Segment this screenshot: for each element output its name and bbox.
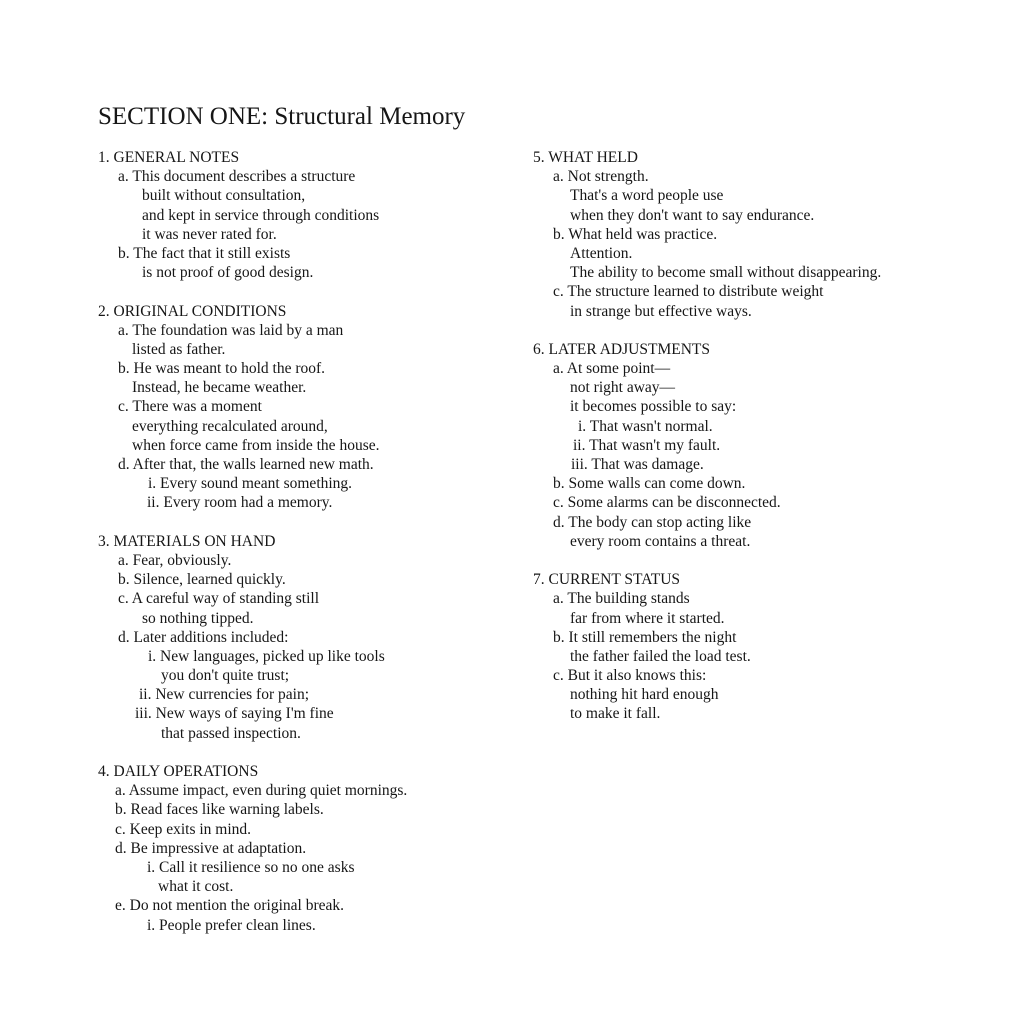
list-item: i. Every sound meant something.	[148, 475, 353, 493]
list-item: i. That wasn't normal.	[578, 417, 713, 435]
list-item: i. People prefer clean lines.	[147, 916, 316, 934]
list-item: i. New languages, picked up like tools	[148, 647, 385, 665]
list-item: b. Silence, learned quickly.	[118, 571, 286, 589]
section-what-held	[533, 148, 881, 321]
list-item: what it cost.	[158, 878, 234, 896]
list-item: c. The structure learned to distribute weight	[553, 283, 824, 301]
list-item: a. Not strength.	[553, 168, 649, 186]
list-item: i. Call it resilience so no one asks	[147, 858, 355, 876]
list-item: so nothing tipped.	[142, 609, 254, 627]
list-item: ii. That wasn't my fault.	[573, 436, 721, 454]
section-later-adjustments	[533, 340, 881, 551]
list-item: it was never rated for.	[142, 225, 277, 243]
list-item: a. Fear, obviously.	[118, 551, 232, 569]
list-item: b. What held was practice.	[553, 225, 718, 243]
list-item: a. Assume impact, even during quiet mornings.	[115, 782, 408, 800]
list-item: d. The body can stop acting like	[553, 513, 752, 531]
list-item: the father failed the load test.	[570, 647, 751, 665]
list-item: c. Keep exits in mind.	[115, 820, 252, 838]
list-item: c. There was a moment	[118, 398, 262, 416]
list-item: c. But it also knows this:	[553, 667, 707, 685]
list-item: c. A careful way of standing still	[118, 590, 320, 608]
list-item: and kept in service through conditions	[142, 206, 380, 224]
section-materials-on-hand	[98, 532, 407, 743]
list-item: b. He was meant to hold the roof.	[118, 360, 326, 378]
list-item: b. The fact that it still exists	[118, 244, 291, 262]
list-item: when they don't want to say endurance.	[570, 206, 815, 224]
section-general-notes	[98, 148, 407, 282]
section-heading: 5. WHAT HELD	[533, 149, 638, 166]
list-item: Attention.	[570, 244, 633, 262]
section-heading: 1. GENERAL NOTES	[98, 149, 240, 166]
section-heading: 6. LATER ADJUSTMENTS	[533, 340, 710, 358]
list-item: iii. New ways of saying I'm fine	[135, 705, 334, 723]
section-heading: 7. CURRENT STATUS	[533, 571, 681, 589]
list-item: b. Some walls can come down.	[553, 475, 746, 493]
list-item: not right away—	[570, 379, 676, 397]
list-item: d. After that, the walls learned new math.	[118, 456, 374, 473]
list-item: a. The building stands	[553, 590, 690, 608]
page-title: SECTION ONE: Structural Memory	[98, 103, 466, 130]
list-item: ii. New currencies for pain;	[139, 686, 310, 704]
section-current-status	[533, 570, 881, 724]
list-item: it becomes possible to say:	[570, 398, 737, 416]
list-item: b. Read faces like warning labels.	[115, 801, 324, 819]
left-column	[98, 148, 407, 954]
list-item: everything recalculated around,	[132, 417, 328, 435]
list-item: The ability to become small without disappearing.	[570, 264, 882, 282]
list-item: to make it fall.	[570, 705, 661, 723]
section-heading: 3. MATERIALS ON HAND	[98, 532, 276, 550]
section-daily-operations	[98, 762, 407, 935]
list-item: in strange but effective ways.	[570, 302, 752, 320]
section-heading: 4. DAILY OPERATIONS	[98, 763, 259, 780]
right-column	[533, 148, 881, 743]
list-item: ii. Every room had a memory.	[147, 494, 333, 512]
list-item: when force came from inside the house.	[132, 436, 380, 454]
section-heading: 2. ORIGINAL CONDITIONS	[98, 302, 287, 320]
list-item: d. Later additions included:	[118, 628, 289, 646]
list-item: nothing hit hard enough	[570, 686, 719, 704]
list-item: That's a word people use	[570, 187, 724, 205]
list-item: far from where it started.	[570, 609, 725, 627]
list-item: iii. That was damage.	[571, 456, 704, 473]
list-item: a. At some point—	[553, 360, 671, 378]
list-item: you don't quite trust;	[161, 667, 290, 685]
list-item: every room contains a threat.	[570, 532, 751, 550]
list-item: a. This document describes a structure	[118, 168, 356, 186]
list-item: that passed inspection.	[161, 724, 301, 742]
list-item: c. Some alarms can be disconnected.	[553, 494, 781, 512]
section-original-conditions	[98, 302, 407, 513]
list-item: e. Do not mention the original break.	[115, 897, 344, 915]
list-item: d. Be impressive at adaptation.	[115, 839, 307, 857]
list-item: Instead, he became weather.	[132, 379, 307, 397]
list-item: a. The foundation was laid by a man	[118, 321, 344, 339]
list-item: built without consultation,	[142, 187, 306, 205]
list-item: listed as father.	[132, 340, 226, 358]
list-item: b. It still remembers the night	[553, 628, 737, 646]
list-item: is not proof of good design.	[142, 264, 314, 282]
